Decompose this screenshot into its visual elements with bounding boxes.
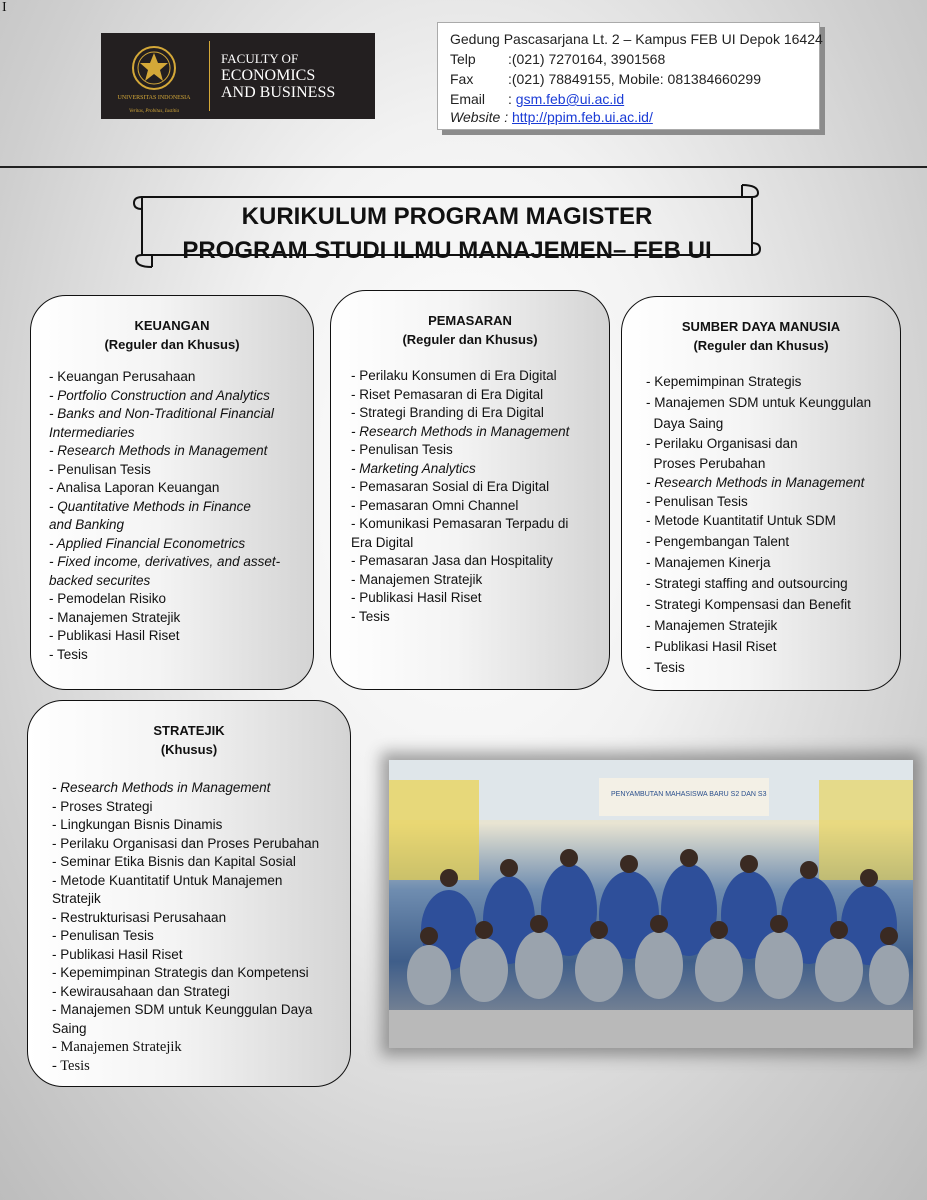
list-item: - Seminar Etika Bisnis dan Kapital Sosial bbox=[52, 854, 296, 869]
page-title bbox=[130, 200, 764, 268]
pemasaran-subtitle: (Reguler dan Khusus) bbox=[402, 332, 538, 347]
list-item: - Portfolio Construction and Analytics bbox=[49, 387, 270, 403]
list-item: - Keuangan Perusahaan bbox=[49, 369, 196, 384]
list-item: - Pemodelan Risiko bbox=[49, 591, 167, 606]
stratejik-heading bbox=[28, 721, 350, 759]
list-item: - Fixed income, derivatives, and asset- bbox=[49, 554, 281, 569]
logo-line-1: FACULTY OF bbox=[221, 51, 299, 66]
fax-value: :(021) 78849155, Mobile: 081384660299 bbox=[508, 71, 761, 87]
sdm-subtitle: (Reguler dan Khusus) bbox=[693, 338, 829, 353]
list-item: - Analisa Laporan Keuangan bbox=[49, 480, 220, 495]
list-item: - Pemasaran Omni Channel bbox=[351, 497, 519, 513]
list-item: - Kepemimpinan Strategis dan Kompetensi bbox=[52, 965, 309, 980]
makara-seal-icon bbox=[131, 45, 177, 91]
telp-label: Telp bbox=[450, 51, 476, 67]
telp-value: :(021) 7270164, 3901568 bbox=[508, 51, 666, 67]
list-item: - Tesis bbox=[646, 660, 685, 675]
list-item: - Manajemen Stratejik bbox=[351, 571, 483, 587]
list-item: - Research Methods in Management bbox=[52, 780, 271, 795]
contact-email bbox=[450, 91, 624, 107]
list-item: - Manajemen Kinerja bbox=[646, 555, 771, 570]
logo-faculty-name bbox=[221, 50, 335, 101]
list-item: - Kewirausahaan dan Strategi bbox=[52, 983, 230, 999]
logo-divider bbox=[209, 41, 210, 111]
list-item: - Penulisan Tesis bbox=[49, 461, 151, 477]
stratejik-title: STRATEJIK bbox=[153, 723, 225, 738]
faculty-logo bbox=[101, 33, 375, 119]
logo-motto: Veritas, Probitas, Iustitia bbox=[128, 109, 180, 114]
sdm-heading bbox=[622, 317, 900, 355]
stratejik-box bbox=[27, 700, 351, 1087]
list-item: Intermediaries bbox=[49, 424, 135, 440]
list-item: - Tesis bbox=[351, 608, 390, 624]
list-item: - Penulisan Tesis bbox=[52, 928, 154, 943]
list-item: - Lingkungan Bisnis Dinamis bbox=[52, 817, 223, 832]
list-item: - Publikasi Hasil Riset bbox=[351, 590, 482, 605]
pemasaran-title: PEMASARAN bbox=[428, 313, 512, 328]
email-label: Email bbox=[450, 91, 486, 107]
stratejik-subtitle: (Khusus) bbox=[160, 742, 218, 757]
list-item: - Pengembangan Talent bbox=[646, 534, 790, 549]
list-item: Era Digital bbox=[351, 534, 414, 550]
list-item: - Komunikasi Pemasaran Terpadu di bbox=[351, 516, 569, 531]
photo-banner-text: PENYAMBUTAN MAHASISWA BARU S2 DAN S3 bbox=[611, 791, 767, 798]
list-item: - Manajemen SDM untuk Keunggulan Daya bbox=[52, 1002, 313, 1017]
stratejik-course-list bbox=[52, 779, 340, 1075]
list-item: - Publikasi Hasil Riset bbox=[52, 946, 183, 962]
logo-line-2: ECONOMICS bbox=[221, 67, 316, 84]
pemasaran-course-list bbox=[351, 367, 599, 626]
list-item: - Kepemimpinan Strategis bbox=[646, 374, 802, 389]
list-item: Saing bbox=[52, 1020, 87, 1036]
group-photo-illustration bbox=[389, 760, 913, 1048]
keuangan-subtitle: (Reguler dan Khusus) bbox=[104, 337, 240, 352]
list-item: - Research Methods in Management bbox=[351, 423, 570, 439]
list-item: - Tesis bbox=[52, 1057, 90, 1074]
list-item: - Restrukturisasi Perusahaan bbox=[52, 909, 227, 925]
list-item: - Perilaku Organisasi dan bbox=[646, 436, 798, 451]
pemasaran-heading bbox=[331, 311, 609, 349]
list-item: - Manajemen Stratejik bbox=[49, 609, 181, 625]
list-item: - Pemasaran Jasa dan Hospitality bbox=[351, 553, 553, 568]
list-item: - Metode Kuantitatif Untuk SDM bbox=[646, 513, 836, 528]
list-item: Daya Saing bbox=[646, 416, 724, 431]
title-line-1: KURIKULUM PROGRAM MAGISTER bbox=[241, 203, 653, 230]
list-item: - Perilaku Organisasi dan Proses Perubahan bbox=[52, 835, 320, 851]
title-line-2: PROGRAM STUDI ILMU MANAJEMEN– FEB UI bbox=[182, 237, 712, 264]
list-item: - Publikasi Hasil Riset bbox=[49, 628, 180, 643]
group-photo bbox=[389, 760, 913, 1048]
contact-fax bbox=[450, 71, 761, 87]
page-corner-mark: I bbox=[2, 0, 7, 15]
list-item: - Manajemen Stratejik bbox=[52, 1039, 182, 1055]
list-item: - Perilaku Konsumen di Era Digital bbox=[351, 368, 557, 383]
list-item: backed securites bbox=[49, 572, 151, 588]
list-item: - Pemasaran Sosial di Era Digital bbox=[351, 479, 550, 494]
list-item: - Proses Strategi bbox=[52, 798, 153, 814]
keuangan-heading bbox=[31, 316, 313, 354]
list-item: - Quantitative Methods in Finance bbox=[49, 498, 251, 514]
contact-address: Gedung Pascasarjana Lt. 2 – Kampus FEB UI Depok 16424 bbox=[450, 31, 823, 47]
contact-telp bbox=[450, 51, 665, 67]
list-item: - Strategi staffing and outsourcing bbox=[646, 576, 848, 591]
list-item: - Manajemen SDM untuk Keunggulan bbox=[646, 395, 872, 410]
list-item: - Metode Kuantitatif Untuk Manajemen bbox=[52, 872, 283, 888]
website-label: Website : bbox=[450, 109, 509, 125]
list-item: - Marketing Analytics bbox=[351, 460, 476, 476]
fax-label: Fax bbox=[450, 71, 474, 87]
list-item: - Strategi Kompensasi dan Benefit bbox=[646, 597, 851, 612]
email-separator: : bbox=[508, 91, 516, 107]
sdm-title: SUMBER DAYA MANUSIA bbox=[681, 319, 841, 334]
list-item: - Research Methods in Management bbox=[49, 443, 268, 458]
list-item: - Research Methods in Management bbox=[646, 475, 865, 490]
keuangan-course-list bbox=[49, 368, 303, 664]
list-item: - Strategi Branding di Era Digital bbox=[351, 405, 544, 420]
header-divider bbox=[0, 166, 927, 168]
list-item: - Riset Pemasaran di Era Digital bbox=[351, 386, 544, 402]
contact-website bbox=[450, 109, 653, 125]
keuangan-title: KEUANGAN bbox=[134, 318, 210, 333]
logo-line-3: AND BUSINESS bbox=[221, 84, 336, 101]
list-item: - Manajemen Stratejik bbox=[646, 618, 778, 633]
list-item: - Penulisan Tesis bbox=[351, 442, 453, 457]
sdm-box bbox=[621, 296, 901, 691]
list-item: Proses Perubahan bbox=[646, 456, 766, 471]
keuangan-box bbox=[30, 295, 314, 690]
list-item: and Banking bbox=[49, 517, 125, 532]
email-link[interactable]: gsm.feb@ui.ac.id bbox=[515, 91, 625, 107]
logo-university-name: UNIVERSITAS INDONESIA bbox=[117, 95, 191, 101]
pemasaran-box bbox=[330, 290, 610, 690]
list-item: - Tesis bbox=[49, 646, 88, 662]
list-item: - Penulisan Tesis bbox=[646, 494, 748, 509]
list-item: - Publikasi Hasil Riset bbox=[646, 639, 777, 654]
sdm-course-list bbox=[646, 371, 890, 678]
list-item: - Applied Financial Econometrics bbox=[49, 535, 246, 551]
list-item: - Banks and Non-Traditional Financial bbox=[49, 406, 274, 421]
list-item: Stratejik bbox=[52, 891, 101, 906]
website-link[interactable]: http://ppim.feb.ui.ac.id/ bbox=[512, 109, 653, 125]
contact-box bbox=[437, 22, 823, 130]
